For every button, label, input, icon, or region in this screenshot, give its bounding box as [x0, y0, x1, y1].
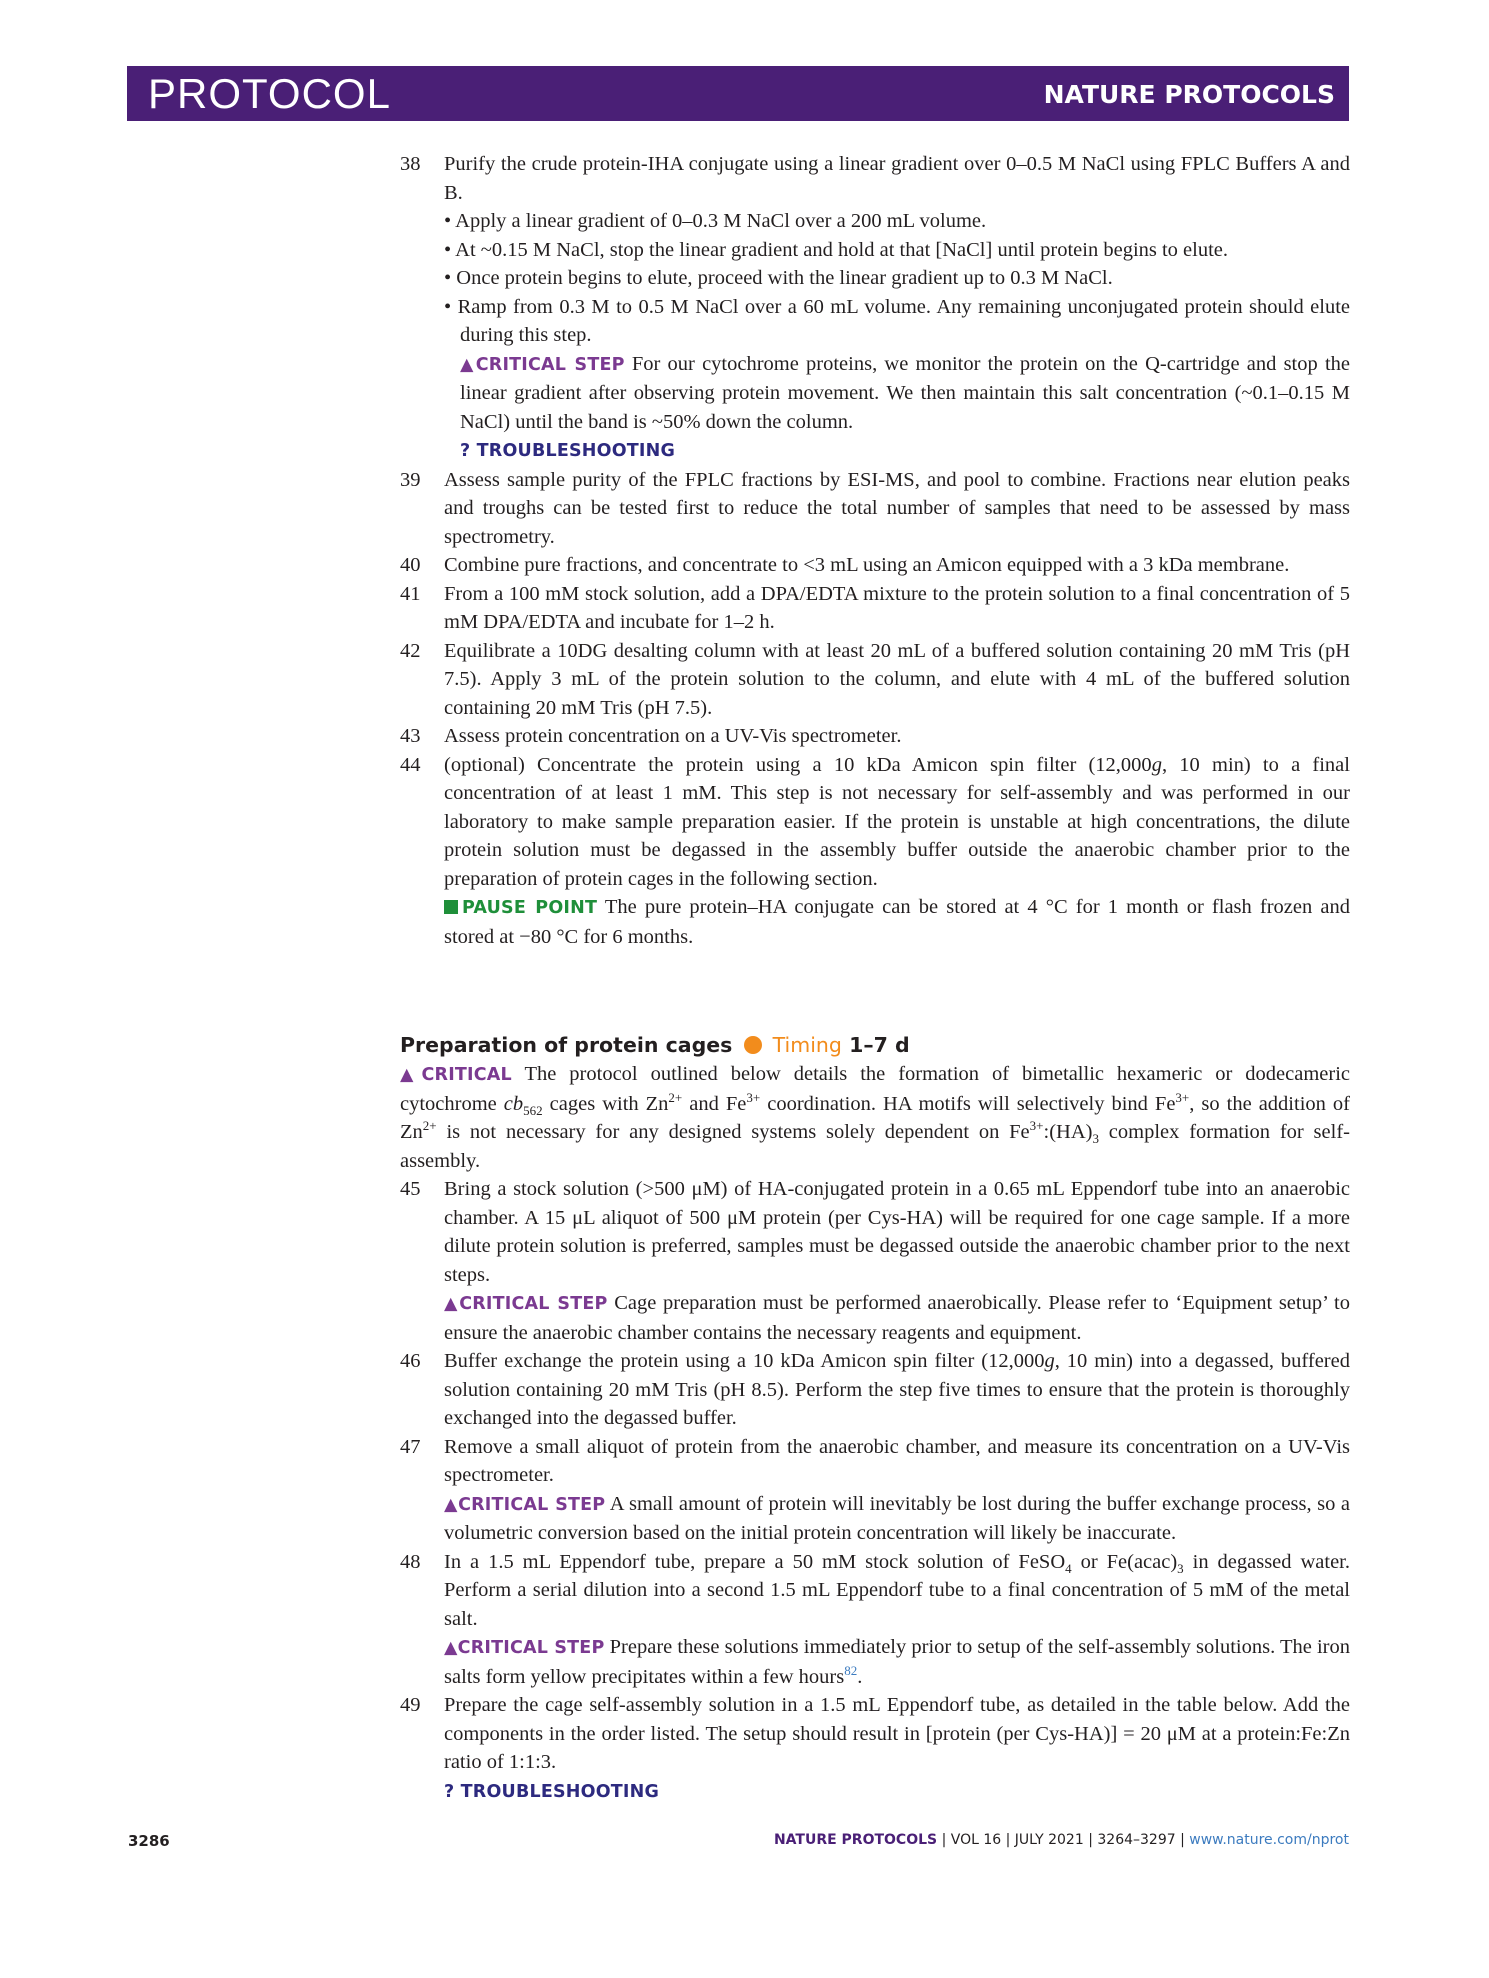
critical-step-text: A small amount of protein will inevitably be lost during the buffer exchange process, so a volumetric conversion based on the initial protein concentration will likely be inaccurate. [444, 1492, 1350, 1544]
step-text: Assess sample purity of the FPLC fractions by ESI-MS, and pool to combine. Fractions near elution peaks and troughs can be tested first to reduce the total number of samples that need to be assessed by mass spectrometry. [444, 468, 1350, 548]
step-47 [400, 1433, 1350, 1548]
step-48: 48 In a 1.5 mL Eppendorf tube, prepare a 50 mM stock solution of FeSO$_4$ or $Fe(acac)_3$ in degassed water. Perform a serial dilution into a second 1.5 mL Eppendorf tube to a final concentration of 5 mM of the metal salt. ▲CRITICAL STEP Prepare these solutions immediately prior to setup of the self-assembly solutions. The iron salts form yellow precipitates within a few hours$^{82}$. [400, 1548, 1350, 1692]
bullet-item: • Once protein begins to elute, proceed with the linear gradient up to 0.3 M NaCl. [444, 267, 1113, 289]
critical-step-text: Cage preparation must be performed anaerobically. Please refer to ‘Equipment setup’ to ensure the anaerobic chamber contains the necessary reagents and equipment. [444, 1292, 1350, 1344]
footer-pages: 3264–3297 [1097, 1832, 1176, 1848]
step-text: Combine pure fractions, and concentrate to <3 mL using an Amicon equipped with a 3 kDa membrane. [444, 554, 1290, 576]
critical-step-label: ▲CRITICAL STEP [444, 1294, 608, 1314]
critical-label: ▲CRITICAL [400, 1065, 512, 1085]
step-number: 43 [400, 725, 421, 747]
critical-step-label: ▲CRITICAL STEP [460, 354, 625, 375]
footer-url[interactable]: www.nature.com/nprot [1189, 1832, 1349, 1848]
step-text: Bring a stock solution (>500 μM) of HA-conjugated protein in a 0.65 mL Eppendorf tube into an anaerobic chamber. A 15 μL aliquot of 500 μM protein (per Cys-HA) will be required for one cage sample. If a more dilute protein solution is preferred, samples must be degassed outside the anaerobic chamber prior to the next steps. [444, 1178, 1350, 1286]
pause-point-label: PAUSE POINT [462, 898, 598, 918]
step-45 [400, 1175, 1350, 1347]
step-number: 45 [400, 1178, 421, 1200]
section-label: PROTOCOL [148, 70, 391, 117]
step-number: 47 [400, 1435, 421, 1458]
step-text: Purify the crude protein-IHA conjugate using a linear gradient over 0–0.5 M NaCl using FPLC Buffers A and B. [444, 153, 1350, 204]
step-text: In a 1.5 mL Eppendorf tube, prepare a 50 mM stock solution of FeSO$_4$ or $Fe(acac)_3$ in degassed water. Perform a serial dilution into a second 1.5 mL Eppendorf tube to a final concentration of 5 mM of the metal salt. [444, 1550, 1350, 1630]
footer-date: JULY 2021 [1014, 1832, 1084, 1848]
step-39 [400, 466, 1350, 552]
critical-step-label: ▲CRITICAL STEP [444, 1638, 605, 1658]
step-number: 40 [400, 554, 421, 576]
header-bar [127, 66, 1349, 121]
step-text: Equilibrate a 10DG desalting column with at least 20 mL of a buffered solution containing 20 mM Tris (pH 7.5). Apply 3 mL of the protein solution to the column, and elute with 4 mL of the buffered solution containing 20 mM Tris (pH 7.5). [444, 639, 1350, 719]
pause-point-icon [444, 900, 458, 914]
footer-citation: NATURE PROTOCOLS | VOL 16 | JULY 2021 | 3264–3297 | www.nature.com/nprot [773, 1832, 1349, 1848]
step-number: 39 [400, 468, 421, 491]
step-number: 41 [400, 582, 421, 605]
step-42 [400, 637, 1350, 723]
procedure-steps-a [400, 150, 1350, 951]
journal-name: NATURE PROTOCOLS [1043, 80, 1335, 109]
troubleshooting-link[interactable]: ? TROUBLESHOOTING [460, 441, 676, 461]
troubleshooting-link[interactable]: ? TROUBLESHOOTING [444, 1781, 660, 1802]
step-40 [400, 551, 1350, 580]
step-text: Remove a small aliquot of protein from the anaerobic chamber, and measure its concentration on a UV-Vis spectrometer. [444, 1435, 1350, 1486]
reference-link[interactable]: 82 [844, 1662, 858, 1678]
footer-journal: NATURE PROTOCOLS [773, 1832, 938, 1848]
timing-label: Timing [772, 1033, 842, 1057]
section-protein-cages [400, 1030, 1350, 1806]
step-49 [400, 1691, 1350, 1806]
timing-icon [744, 1036, 762, 1054]
bullet-item: • At ~0.15 M NaCl, stop the linear gradient and hold at that [NaCl] until protein begins to elute. [444, 238, 1229, 261]
pause-point-text: The pure protein–HA conjugate can be stored at 4 °C for 1 month or flash frozen and stored at −80 °C for 6 months. [444, 896, 1350, 948]
page-number: 3286 [128, 1832, 170, 1850]
step-38 [400, 150, 1350, 466]
step-text: From a 100 mM stock solution, add a DPA/EDTA mixture to the protein solution to a final concentration of 5 mM DPA/EDTA and incubate for 1–2 h. [444, 582, 1350, 633]
critical-step-text: Prepare these solutions immediately prior to setup of the self-assembly solutions. The iron salts form yellow precipitates within a few hours [444, 1636, 1350, 1688]
step-number: 42 [400, 639, 421, 662]
step-text: Buffer exchange the protein using a 10 kDa Amicon spin filter (12,000g, 10 min) into a degassed, buffered solution containing 20 mM Tris (pH 8.5). Perform the step five times to ensure that the protein is thoroughly exchanged into the degassed buffer. [444, 1350, 1350, 1429]
critical-step-text: For our cytochrome proteins, we monitor the protein on the Q-cartridge and stop the linear gradient after observing protein movement. We then maintain this salt concentration (~0.1–0.15 M NaCl) until the band is ~50% down the column. [460, 352, 1350, 433]
step-number: 49 [400, 1694, 421, 1716]
section-title: Preparation of protein cages Timing 1–7 d [400, 1033, 910, 1057]
bullet-item: • Ramp from 0.3 M to 0.5 M NaCl over a 60 mL volume. Any remaining unconjugated protein should elute during this step. [444, 295, 1350, 346]
step-46 [400, 1347, 1350, 1433]
step-number: 38 [400, 153, 421, 175]
footer-volume: VOL 16 [950, 1832, 1002, 1848]
timing-value: 1–7 d [849, 1033, 910, 1057]
step-text: Prepare the cage self-assembly solution in a 1.5 mL Eppendorf tube, as detailed in the table below. Add the components in the order listed. The setup should result in [protein (per Cys-HA)] = 20 μM at a protein:Fe:Zn ratio of 1:1:3. [444, 1694, 1350, 1773]
step-41 [400, 580, 1350, 637]
bullet-item: • Apply a linear gradient of 0–0.3 M NaCl over a 200 mL volume. [444, 210, 987, 232]
step-text: (optional) Concentrate the protein using a 10 kDa Amicon spin filter (12,000g, 10 min) to a final concentration of at least 1 mM. This step is not necessary for self-assembly and was performed in our laboratory to make sample preparation easier. If the protein is unstable at high concentrations, the dilute protein solution must be degassed in the assembly buffer outside the anaerobic chamber prior to the preparation of protein cages in the following section. [444, 753, 1350, 890]
step-number: 46 [400, 1350, 421, 1372]
step-43 [400, 722, 1350, 751]
section-intro: ▲CRITICAL The protocol outlined below details the formation of bimetallic hexameric or dodecameric cytochrome $cb_{562}$ cages with $Zn^{2+}$ and $Fe^{3+}$ coordination. HA motifs will selectively bind $Fe^{3+}$, so the addition of $Zn^{2+}$ is not necessary for any designed systems solely dependent on $Fe^{3+}:(HA)_3$ complex formation for self-assembly. [400, 1063, 1350, 1172]
step-text: Assess protein concentration on a UV-Vis spectrometer. [444, 725, 902, 747]
step-number: 48 [400, 1550, 421, 1573]
critical-step-label: ▲CRITICAL STEP [444, 1494, 606, 1515]
step-44 [400, 751, 1350, 952]
step-number: 44 [400, 753, 421, 776]
